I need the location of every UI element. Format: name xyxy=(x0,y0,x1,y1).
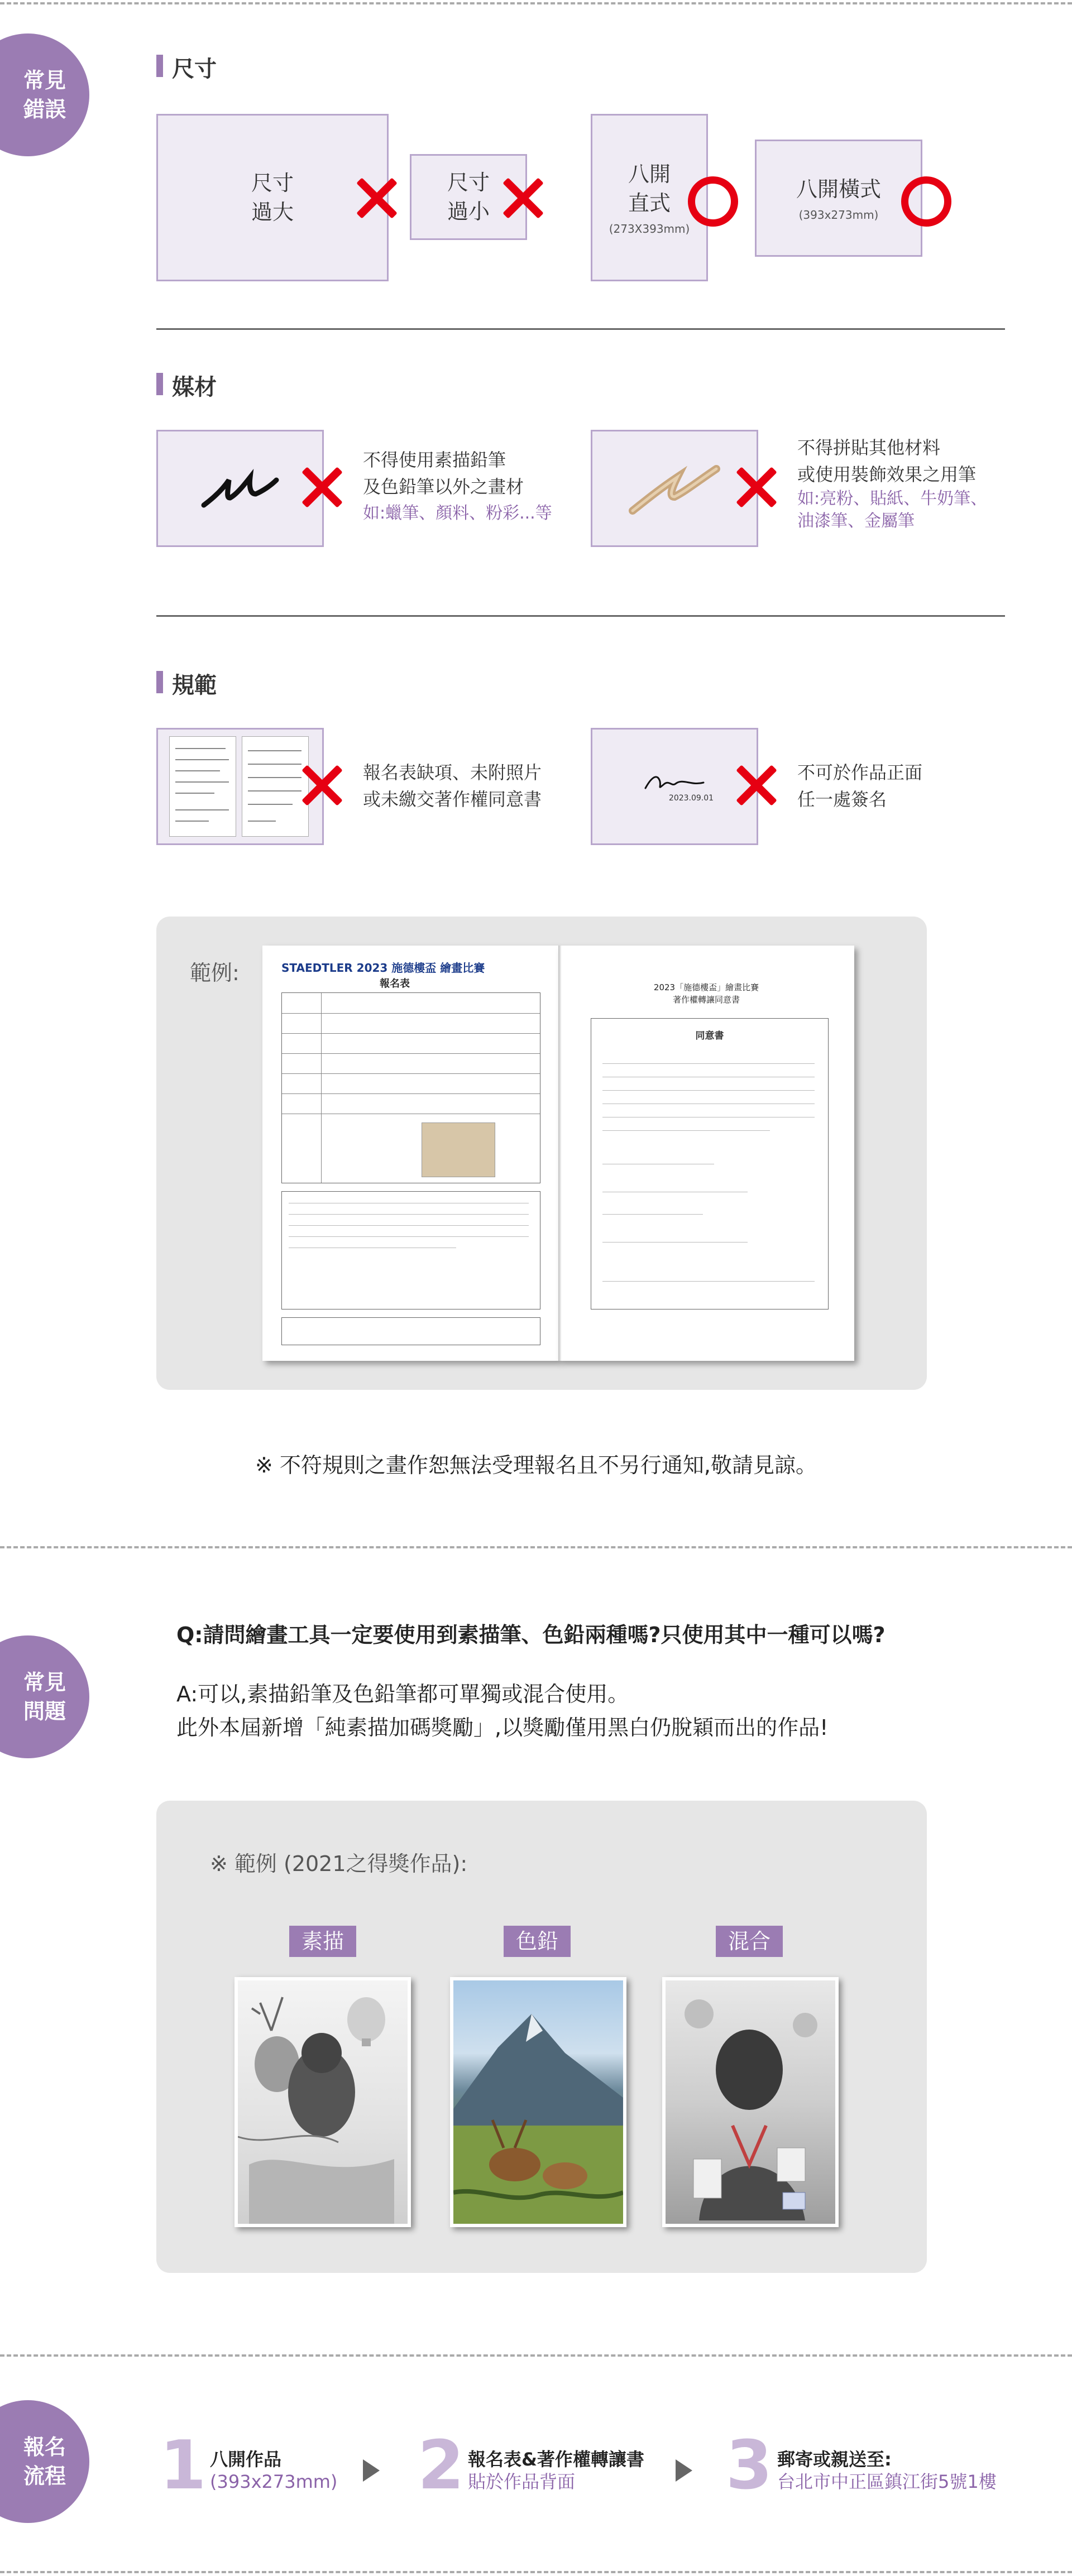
rule-line: 不可於作品正面 xyxy=(797,762,923,783)
mixed-artwork-image xyxy=(666,1980,835,2224)
faq-example-label: ※ 範例 (2021之得獎作品): xyxy=(210,1851,468,1876)
example-label: 範例: xyxy=(190,961,240,985)
step-2 xyxy=(468,2448,644,2493)
consent-subtitle: 著作權轉讓同意書 xyxy=(672,995,740,1005)
media-example-metallic-pen xyxy=(591,430,758,547)
step-sub: 台北市中正區鎮江街5號1樓 xyxy=(777,2471,997,2492)
rule-note: 油漆筆、金屬筆 xyxy=(797,511,915,531)
section-divider xyxy=(0,1546,1072,1548)
x-icon xyxy=(501,176,544,219)
o-icon xyxy=(901,176,951,227)
media-rule-1 xyxy=(363,447,552,527)
step-1 xyxy=(210,2448,337,2493)
category-badge-mixed: 混合 xyxy=(716,1926,783,1957)
media-example-black-pen xyxy=(156,430,324,547)
faq-question: Q:請問繪畫工具一定要使用到素描筆、色鉛兩種嗎?只使用其中一種可以嗎? xyxy=(176,1623,886,1647)
form-footer xyxy=(281,1317,540,1345)
rule-line: 或使用裝飾效果之用筆 xyxy=(797,464,977,485)
form-table xyxy=(281,992,540,1183)
section-tag-process xyxy=(0,2400,89,2523)
rule-line: 或未繳交著作權同意書 xyxy=(363,789,542,810)
notice-text: ※ 不符規則之畫作恕無法受理報名且不另行通知,敬請見諒。 xyxy=(255,1453,817,1478)
consent-document xyxy=(558,946,854,1361)
step-sub: 貼於作品背面 xyxy=(468,2471,576,2492)
artwork-sketch xyxy=(234,1977,411,2227)
metallic-stroke-icon xyxy=(621,458,728,519)
form-title: STAEDTLER 2023 施德樓盃 繪畫比賽 xyxy=(281,961,485,975)
consent-thumbnail xyxy=(242,736,309,837)
size-label: 八開橫式 xyxy=(796,177,881,202)
step-title: 八開作品 xyxy=(210,2449,282,2470)
consent-title: 2023「施德樓盃」繪畫比賽 xyxy=(653,982,759,992)
rules-example-form xyxy=(156,728,324,845)
example-panel xyxy=(156,917,927,1390)
step-number: 2 xyxy=(418,2427,465,2505)
size-dimension: (273X393mm) xyxy=(609,222,690,236)
artwork-color-pencil xyxy=(450,1977,626,2227)
arrow-right-icon xyxy=(676,2459,692,2482)
rule-line: 及色鉛筆以外之畫材 xyxy=(363,476,524,497)
x-icon xyxy=(300,466,343,508)
size-label: 尺寸過小 xyxy=(447,170,490,224)
signature-scribble-icon xyxy=(641,770,708,793)
color-pencil-artwork-image xyxy=(453,1980,623,2224)
x-icon xyxy=(735,764,777,806)
form-thumbnail xyxy=(169,736,236,837)
rule-line: 不得拼貼其他材料 xyxy=(797,437,941,458)
rule-note: 如:亮粉、貼紙、牛奶筆、 xyxy=(797,489,988,509)
form-subtitle: 報名表 xyxy=(380,978,410,990)
signature-date: 2023.09.01 xyxy=(668,794,714,803)
o-icon xyxy=(688,176,738,227)
section-divider xyxy=(0,2354,1072,2357)
pen-stroke-icon xyxy=(195,463,285,514)
faq-example-panel xyxy=(156,1801,927,2273)
artwork-photo xyxy=(422,1122,495,1177)
section-divider xyxy=(156,328,1005,330)
arrow-right-icon xyxy=(363,2459,380,2482)
media-rule-2 xyxy=(797,434,987,533)
rule-line: 報名表缺項、未附照片 xyxy=(363,762,542,783)
step-title: 報名表&著作權轉讓書 xyxy=(468,2449,644,2470)
application-form-document xyxy=(262,946,558,1361)
x-icon xyxy=(355,176,398,219)
category-badge-color-pencil: 色鉛 xyxy=(504,1926,571,1957)
size-label: 尺寸過大 xyxy=(251,171,294,224)
category-badge-sketch: 素描 xyxy=(289,1926,356,1957)
form-terms-box xyxy=(281,1191,540,1309)
size-heading: 尺寸 xyxy=(156,51,217,83)
section-tag-common-mistakes xyxy=(0,33,89,156)
step-sub: (393x273mm) xyxy=(210,2471,338,2492)
step-title: 郵寄或親送至: xyxy=(777,2449,892,2470)
x-icon xyxy=(300,764,343,806)
size-too-large-box xyxy=(156,114,389,281)
consent-heading: 同意書 xyxy=(695,1030,724,1042)
consent-box xyxy=(591,1018,829,1309)
sketch-artwork-image xyxy=(238,1980,408,2224)
section-tag-faq xyxy=(0,1635,89,1758)
rules-rule-1 xyxy=(363,759,542,813)
tag-label: 常見錯誤 xyxy=(23,68,66,122)
size-landscape-box xyxy=(755,140,922,257)
faq-answer-line-2: 此外本屆新增「純素描加碼獎勵」,以獎勵僅用黑白仍脫穎而出的作品! xyxy=(176,1715,829,1740)
rule-line: 任一處簽名 xyxy=(797,789,887,810)
size-label: 八開直式 xyxy=(628,162,671,215)
section-divider xyxy=(156,615,1005,617)
bottom-divider xyxy=(0,2571,1072,2573)
step-number: 3 xyxy=(726,2427,773,2505)
artwork-mixed xyxy=(662,1977,839,2227)
rule-note: 如:蠟筆、顏料、粉彩...等 xyxy=(363,503,552,523)
top-divider xyxy=(0,2,1072,4)
media-heading: 媒材 xyxy=(156,370,217,401)
tag-label: 常見問題 xyxy=(23,1670,66,1724)
rules-heading: 規範 xyxy=(156,668,217,699)
step-3 xyxy=(777,2448,997,2493)
step-number: 1 xyxy=(160,2427,207,2505)
faq-answer-line-1: A:可以,素描鉛筆及色鉛筆都可單獨或混合使用。 xyxy=(176,1682,629,1706)
x-icon xyxy=(735,466,777,508)
tag-label: 報名流程 xyxy=(23,2435,66,2488)
rules-rule-2 xyxy=(797,759,922,813)
rules-example-signature xyxy=(591,728,758,845)
size-dimension: (393x273mm) xyxy=(798,208,879,222)
rule-line: 不得使用素描鉛筆 xyxy=(363,449,506,471)
